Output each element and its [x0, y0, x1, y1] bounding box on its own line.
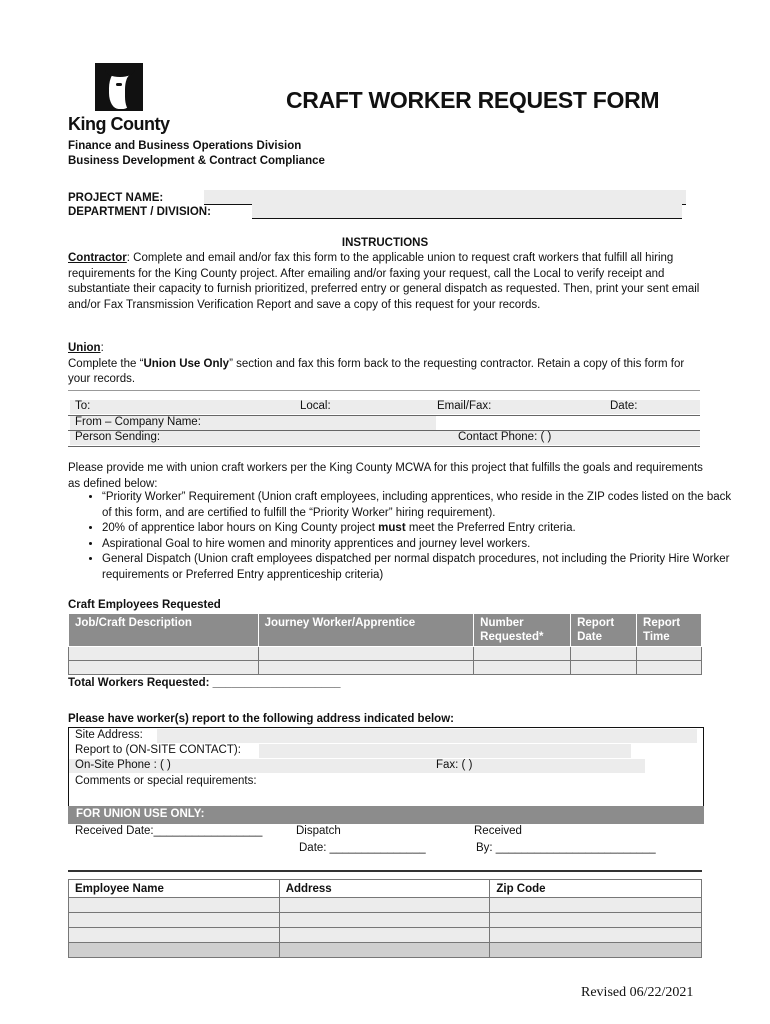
table-cell[interactable] [490, 898, 702, 913]
union-use-heading: FOR UNION USE ONLY: [76, 808, 205, 820]
person-sending-field[interactable] [70, 431, 700, 445]
contractor-text: : Complete and email and/or fax this form to the applicable union to request craft workers that fulfill all hiring requirements for the King County project. After emailing and/or faxing your request, call the Local to verify receipt and substantiate their capacity to furnish prioritized, preferred entry or general dispatch as requested. Then, print your sent email and/or Fax Transmission Verification Report and save a copy of this request for your records. [68, 252, 700, 311]
revised-date: Revised 06/22/2021 [581, 985, 694, 1000]
table-cell[interactable] [637, 661, 702, 675]
instructions-heading: INSTRUCTIONS [341, 237, 429, 249]
project-name-label: PROJECT NAME: [68, 192, 164, 204]
address-box [68, 727, 704, 807]
request-intro: Please provide me with union craft workers per the King County MCWA for this project that fulfills the goals and requirements as defined below: [68, 462, 703, 490]
table-cell[interactable] [258, 647, 474, 661]
received-label: Received [474, 825, 522, 837]
col-report-time-header: Report Time [637, 614, 702, 647]
table-row[interactable] [69, 898, 702, 913]
table-cell[interactable] [474, 661, 571, 675]
union-instructions: Union: Complete the “Union Use Only” section and fax this form back to the requesting contractor. Retain a copy of this form for your records. [68, 342, 685, 385]
date-label: Date: [610, 400, 638, 412]
onsite-phone-label: On-Site Phone : ( ) [75, 759, 171, 771]
table-cell[interactable] [69, 928, 280, 943]
table-cell[interactable] [637, 647, 702, 661]
contractor-label: Contractor [68, 252, 127, 264]
table-row[interactable] [69, 647, 702, 661]
list-item: • Aspirational Goal to hire women and minority apprentices and journey level workers. [102, 537, 742, 553]
to-label: To: [75, 400, 91, 412]
col-number-header: Number Requested* [474, 614, 571, 647]
total-workers-label: Total Workers Requested: ____________________ [68, 677, 341, 689]
col-address-header: Address [279, 880, 490, 898]
union-label: Union [68, 342, 101, 354]
site-address-field[interactable] [157, 729, 697, 743]
dispatch-label: Dispatch [296, 825, 341, 837]
table-header-row [69, 614, 702, 647]
table-cell[interactable] [490, 943, 702, 958]
col-zip-header: Zip Code [490, 880, 702, 898]
table-cell[interactable] [258, 661, 474, 675]
org-name: King County [68, 114, 170, 134]
table-cell[interactable] [69, 943, 280, 958]
table-cell[interactable] [279, 913, 490, 928]
table-cell[interactable] [279, 943, 490, 958]
union-use-only-bar [68, 806, 704, 824]
local-label: Local: [300, 400, 331, 412]
table-cell[interactable] [279, 928, 490, 943]
received-date-label[interactable]: Received Date:_________________ [75, 825, 263, 837]
contact-phone-label: Contact Phone: ( ) [458, 431, 552, 443]
table-row[interactable] [69, 943, 702, 958]
contractor-instructions [68, 251, 704, 313]
person-sending-label: Person Sending: [75, 431, 161, 443]
onsite-contact-field[interactable] [259, 744, 631, 758]
site-address-label: Site Address: [75, 729, 143, 741]
comments-label: Comments or special requirements: [75, 775, 257, 787]
table-row[interactable] [69, 928, 702, 943]
table-cell[interactable] [69, 647, 259, 661]
list-item: • “Priority Worker” Requirement (Union craft employees, including apprentices, who reside in the ZIP codes listed on the back of this form, and are certified to fulfill the “Priority Worker” hiring requirement). [102, 490, 742, 521]
king-county-logo [95, 63, 143, 111]
address-heading: Please have worker(s) report to the following address indicated below: [68, 713, 454, 725]
table-cell[interactable] [490, 913, 702, 928]
col-journey-header: Journey Worker/Apprentice [258, 614, 474, 647]
table-row[interactable] [69, 661, 702, 675]
union-text-before: Complete the “ [68, 357, 144, 370]
division-line-1: Finance and Business Operations Division [68, 140, 302, 152]
report-to-label: Report to (ON-SITE CONTACT): [75, 744, 241, 756]
table-cell[interactable] [69, 661, 259, 675]
department-field[interactable] [252, 204, 682, 219]
division-line-2: Business Development & Contract Compliance [68, 155, 325, 167]
table-row[interactable] [69, 913, 702, 928]
union-text-after: ” section and fax this form back to the requesting contractor. Retain a copy of this form for your records. [68, 357, 685, 385]
department-label: DEPARTMENT / DIVISION: [68, 206, 211, 218]
to-row-field[interactable] [70, 400, 700, 414]
craft-heading: Craft Employees Requested [68, 599, 221, 611]
divider [68, 446, 700, 447]
col-report-date-header: Report Date [571, 614, 637, 647]
fax-label: Fax: ( ) [436, 759, 473, 771]
divider [68, 390, 700, 391]
table-cell[interactable] [490, 928, 702, 943]
col-job-header: Job/Craft Description [69, 614, 259, 647]
from-company-label: From – Company Name: [75, 416, 201, 428]
requirements-list [68, 490, 742, 583]
craft-table [68, 613, 702, 675]
divider [68, 870, 702, 872]
table-cell[interactable] [474, 647, 571, 661]
email-fax-label: Email/Fax: [437, 400, 492, 412]
table-header-row [69, 880, 702, 898]
table-cell[interactable] [69, 898, 280, 913]
table-cell[interactable] [69, 913, 280, 928]
list-item: • 20% of apprentice labor hours on King County project must meet the Preferred Entry criteria. [102, 521, 742, 537]
dispatch-date-label[interactable]: Date: _______________ [299, 842, 426, 854]
employee-table [68, 879, 702, 958]
list-item: • General Dispatch (Union craft employees dispatched per normal dispatch procedures, not including the Priority Hire Worker requirements or Preferred Entry apprenticeship criteria) [102, 552, 742, 583]
page-title: CRAFT WORKER REQUEST FORM [286, 87, 660, 113]
division-block [68, 139, 325, 169]
col-employee-name-header: Employee Name [69, 880, 280, 898]
table-cell[interactable] [571, 647, 637, 661]
table-cell[interactable] [279, 898, 490, 913]
table-cell[interactable] [571, 661, 637, 675]
union-use-only-bold: Union Use Only [143, 357, 230, 370]
project-name-field[interactable] [204, 190, 686, 205]
received-by-label[interactable]: By: _________________________ [476, 842, 656, 854]
must-bold: must [378, 522, 406, 534]
